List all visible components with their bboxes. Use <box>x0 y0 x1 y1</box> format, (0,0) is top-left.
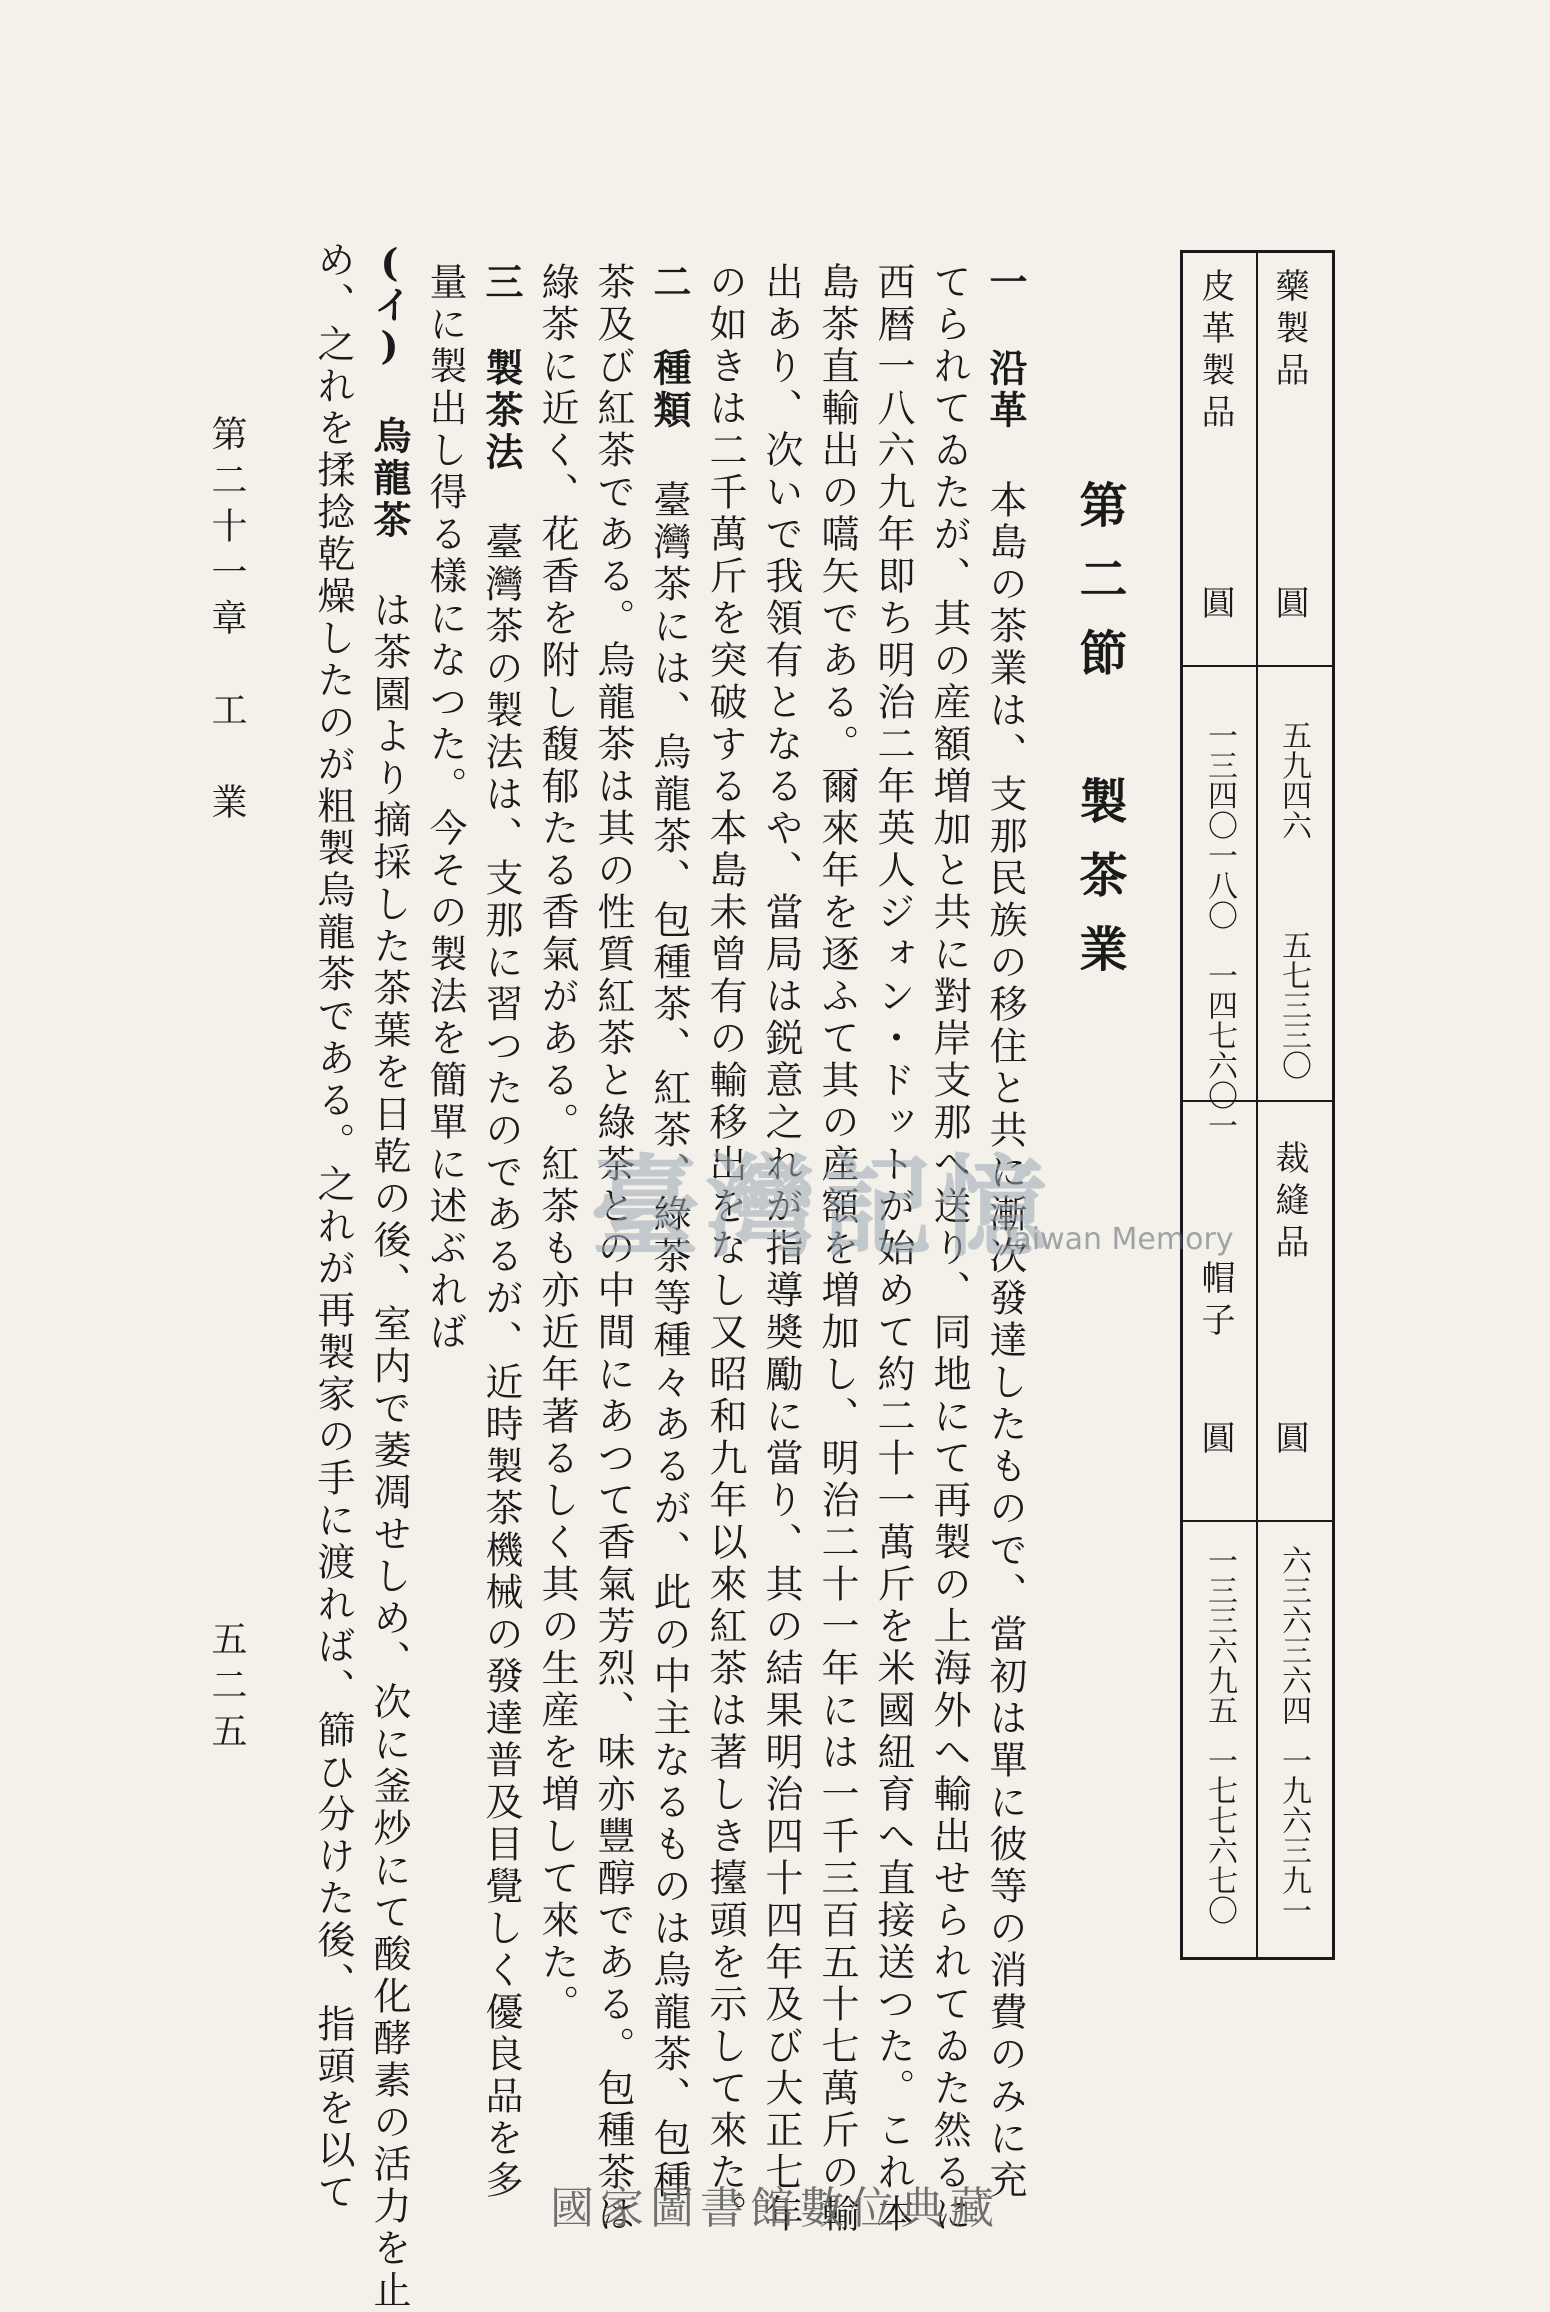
paragraph-2-col-3: 綠茶に近く、花香を附し馥郁たる香氣がある。紅茶も亦近年著るしく其の生産を増して來た。 <box>535 262 579 2026</box>
table-row2-label: 皮革製品 <box>1195 268 1235 436</box>
watermark-cjk-text: 臺灣記憶 <box>590 1143 1054 1272</box>
table-row1-label-2-unit: 圓 <box>1269 1420 1309 1462</box>
paragraph-4-title: 烏龍茶 <box>367 416 412 542</box>
paragraph-1-col-6: の如きは二千萬斤を突破する本島未曾有の輸移出をなし又昭和九年以來紅茶は著しき擡頭を示して來た。 <box>703 262 747 2236</box>
paragraph-2-title: 種類 <box>647 348 692 432</box>
paragraph-3-marker: 三 <box>479 262 524 300</box>
page-number: 五二五 <box>206 1620 247 1758</box>
table-border-right <box>1332 250 1335 1960</box>
table-row1-value-c: 六三六三六四 <box>1276 1545 1311 1725</box>
table-row1-label-unit: 圓 <box>1269 585 1309 627</box>
table-row2-value-b: 一四七六〇一 <box>1202 960 1237 1140</box>
paragraph-4-col-1: (イ) 烏龍茶 は茶園より摘採した茶葉を日乾の後、室内で萎凋せしめ、次に釜炒にて酸化酵素の活力を止 <box>367 240 412 2312</box>
table-row2-value-a: 一三四〇一八〇 <box>1202 720 1237 930</box>
table-border-left <box>1180 250 1183 1960</box>
table-row2-label-2-unit: 圓 <box>1195 1420 1235 1462</box>
table-row1-label: 藥製品 <box>1269 268 1309 394</box>
paragraph-4-marker: (イ) <box>367 240 412 368</box>
table-row2-label-unit: 圓 <box>1195 585 1235 627</box>
table-col-divider-3 <box>1180 1520 1335 1522</box>
table-col-divider-1 <box>1180 665 1335 667</box>
watermark-en-text: Taiwan Memory <box>1000 1222 1234 1257</box>
paragraph-1-col-3: 西暦一八六九年即ち明治二年英人ジォン・ドットが始めて約二十一萬斤を米國紐育へ直接送つた。これ本 <box>871 262 915 2236</box>
paragraph-1-col-4: 島茶直輸出の嚆矢である。爾來年を逐ふて其の産額を増加し、明治二十一年には一千三百五十七萬斤の輸 <box>815 262 859 2236</box>
paragraph-3-col-1: 三 製茶法 臺灣茶の製法は、支那に習つたのであるが、近時製茶機械の發達普及目覺しく優良品を多 <box>479 262 524 2202</box>
paragraph-1-title: 沿革 <box>983 348 1028 432</box>
paragraph-3-col-2: 量に製出し得る樣になつた。今その製法を簡單に述ぶれば <box>423 262 467 1354</box>
paragraph-2-col-2: 茶及び紅茶である。烏龍茶は其の性質紅茶と綠茶との中間にあつて香氣芳烈、味亦豐醇である。包種茶は <box>591 262 635 2236</box>
table-row1-label-2: 裁縫品 <box>1269 1140 1309 1266</box>
table-row1-value-a: 五九四六 <box>1276 720 1311 840</box>
paragraph-2-col-1: 二 種類 臺灣茶には、烏龍茶、包種茶、紅茶、綠茶等種々あるが、此の中主なるものは烏龍茶、包種 <box>647 262 692 2202</box>
library-credit: 國家圖書館數位典藏 <box>550 2183 1000 2234</box>
paragraph-4-col-2: め、之れを揉捻乾燥したのが粗製烏龍茶である。之れが再製家の手に渡れば、篩ひ分けた後、指頭を以て <box>311 240 355 2214</box>
paragraph-1-col-2: てられてゐたが、其の産額増加と共に對岸支那へ送り、同地にて再製の上海外へ輸出せられてゐた然るに <box>927 262 971 2236</box>
table-row1-value-b: 五七三三〇 <box>1276 930 1311 1080</box>
chapter-footer: 第二十一章 工 業 <box>206 415 247 829</box>
table-row2-value-c: 一三三六九五 <box>1202 1545 1237 1725</box>
paragraph-2-marker: 二 <box>647 262 692 300</box>
paragraph-1-col-5: 出あり、次いで我領有となるや、當局は鋭意之れが指導奬勵に當り、其の結果明治四十四年及び大正七年 <box>759 262 803 2236</box>
section-heading: 第二節 製茶業 <box>1071 480 1127 998</box>
taiwan-memory-watermark <box>590 1120 1270 1270</box>
table-row-divider <box>1256 250 1258 1960</box>
paragraph-1-col-1: 一 沿革 本島の茶業は、支那民族の移住と共に漸次發達したもので、當初は單に彼等の消費のみに充 <box>983 262 1028 2202</box>
paragraph-3-title: 製茶法 <box>479 348 524 474</box>
table-row2-label-2: 帽子 <box>1195 1260 1235 1344</box>
table-row2-value-d: 一七七六七〇 <box>1202 1745 1237 1925</box>
paragraph-1-marker: 一 <box>983 262 1028 300</box>
table-row1-value-d: 一九六三九一 <box>1276 1745 1311 1925</box>
